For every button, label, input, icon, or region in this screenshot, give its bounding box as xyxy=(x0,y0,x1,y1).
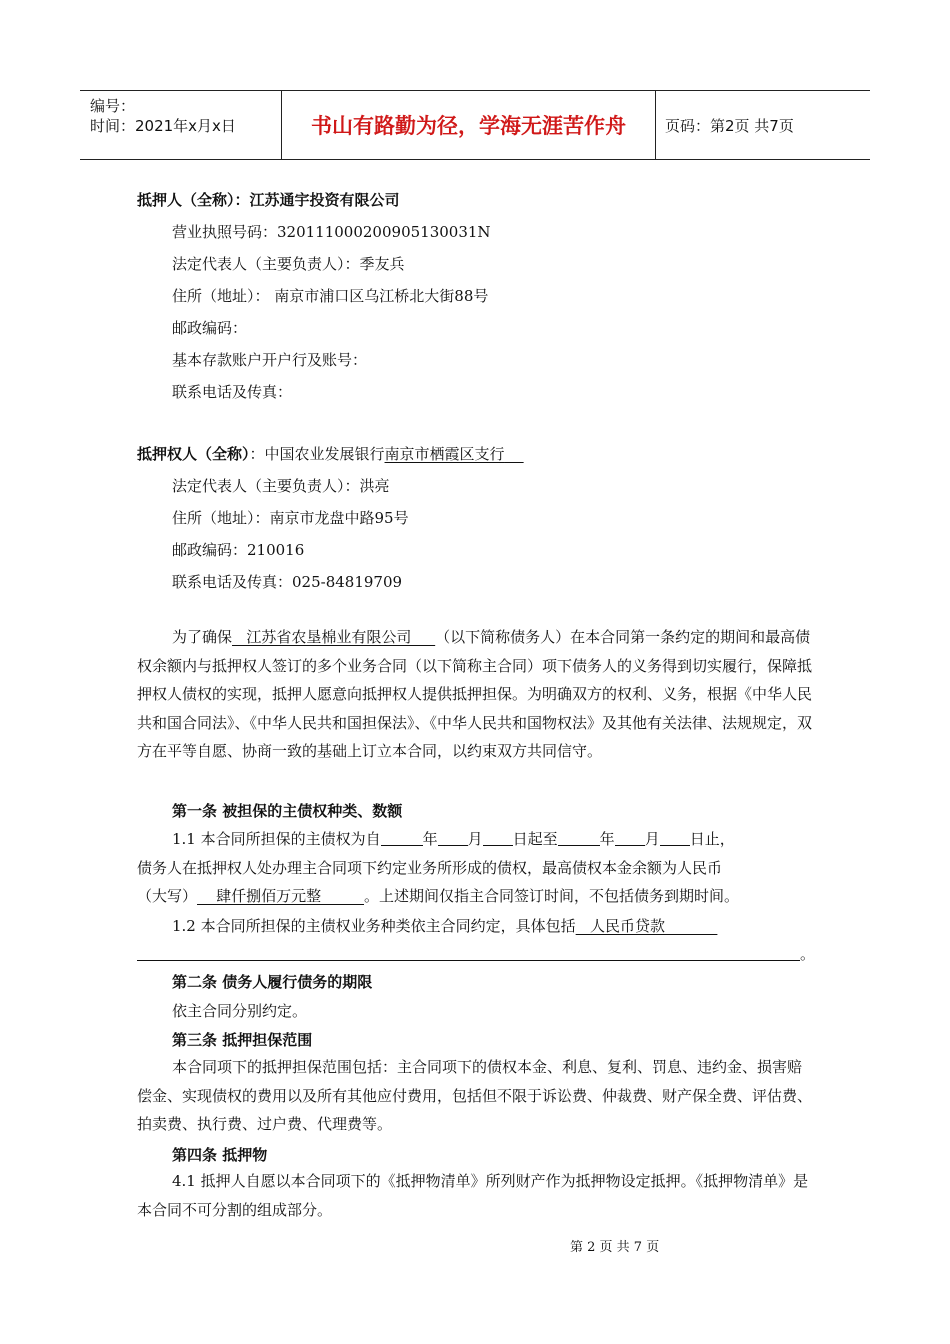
c11-caps-label: （大写） xyxy=(137,887,198,905)
mortgagee-address: 住所（地址）：南京市龙盘中路95号 xyxy=(172,509,409,527)
mortgagor-title: 抵押人（全称）：江苏通宇投资有限公司 xyxy=(137,191,400,209)
art1-clause-1-1 xyxy=(172,829,735,849)
intro-pre: 为了确保 xyxy=(172,628,233,646)
page-header xyxy=(80,90,870,160)
mortgagee-title-label: 抵押权人（全称） xyxy=(137,445,250,463)
blank-day-from xyxy=(483,829,513,846)
intro-debtor: 江苏省农垦棉业有限公司 xyxy=(232,628,436,646)
art4-text: 4.1 抵押人自愿以本合同项下的《抵押物清单》所列财产作为抵押物设定抵押。《抵押物清单》是本合同不可分割的组成部分。 xyxy=(137,1172,809,1219)
blank-month-to xyxy=(615,829,645,846)
intro-paragraph xyxy=(137,623,813,766)
art1-clause-1-1-line3 xyxy=(137,886,739,906)
header-page-info: 页码：第2页 共7页 xyxy=(665,116,794,135)
art1-clause-1-1-line2: 债务人在抵押权人处办理主合同项下约定业务所形成的债权，最高债权本金余额为人民币 xyxy=(137,859,723,877)
mortgagor-postcode: 邮政编码： xyxy=(172,319,248,337)
art4-heading: 第四条 抵押物 xyxy=(172,1146,268,1164)
mortgagor-license: 营业执照号码：320111000200905130031N xyxy=(172,223,491,241)
blank-day-to xyxy=(660,829,690,846)
header-motto: 书山有路勤为径，学海无涯苦作舟 xyxy=(281,91,656,159)
art2-heading: 第二条 债务人履行债务的期限 xyxy=(172,973,373,991)
doc-number-label: 编号： xyxy=(90,97,136,115)
mortgagee-postcode: 邮政编码：210016 xyxy=(172,541,305,559)
page-footer: 第 2 页 共 7 页 xyxy=(570,1240,660,1255)
header-meta xyxy=(80,91,280,159)
doc-time-label: 时间：2021年x月x日 xyxy=(90,117,236,135)
mortgagee-title xyxy=(137,444,524,464)
c12-end: 。 xyxy=(800,945,816,963)
c11-amount: 肆仟捌佰万元整 xyxy=(197,887,365,905)
c12-blank-line xyxy=(137,944,800,961)
mortgagor-address: 住所（地址）： 南京市浦口区乌江桥北大街88号 xyxy=(172,287,489,305)
mortgagee-phone: 联系电话及传真：025-84819709 xyxy=(172,573,403,591)
art3-text: 本合同项下的抵押担保范围包括：主合同项下的债权本金、利息、复利、罚息、违约金、损害赔偿金、实现债权的费用以及所有其他应付费用，包括但不限于诉讼费、仲裁费、财产保全费、评估费、拍卖费、执行费、过户费、代理费等。 xyxy=(137,1058,813,1134)
mortgagor-bank-account: 基本存款账户开户行及账号： xyxy=(172,351,368,369)
blank-year-to xyxy=(558,829,600,846)
mortgagee-title-prefix: ：中国农业发展银行 xyxy=(249,445,385,463)
art2-text: 依主合同分别约定。 xyxy=(172,1002,308,1020)
mortgagee-branch: 南京市栖霞区支行 xyxy=(384,445,505,463)
c11-month1: 月 xyxy=(467,830,483,848)
art3-heading: 第三条 抵押担保范围 xyxy=(172,1031,313,1049)
art1-clause-1-2 xyxy=(172,916,717,936)
c11-line3-tail: 。上述期间仅指主合同签订时间，不包括债务到期时间。 xyxy=(364,887,740,905)
intro-post: （以下简称债务人）在本合同第一条约定的期间和最高债权余额内与抵押权人签订的多个业务合同（以下简称主合同）项下债务人的义务得到切实履行，保障抵押权人债权的实现，抵押人愿意向抵押权人提供抵押担保。为明确双方的权利、义务，根据《中华人民共和国合同法》、《中华人民共和国担保法》、《中华人民共和国物权法》及其他有关法律、法规规定，双方在平等自愿、协商一致的基础上订立本合同，以约束双方共同信守。 xyxy=(137,628,813,761)
mortgagor-phone: 联系电话及传真： xyxy=(172,383,293,401)
c11-day1: 日起至 xyxy=(512,830,558,848)
art1-clause-1-2-line2 xyxy=(137,944,815,964)
c11-year1: 年 xyxy=(422,830,438,848)
mortgagee-rep: 法定代表人（主要负责人）：洪亮 xyxy=(172,477,390,495)
c12-text: 1.2 本合同所担保的主债权业务种类依主合同约定，具体包括 xyxy=(172,917,576,935)
blank-year-from xyxy=(381,829,423,846)
c11-day2: 日止， xyxy=(689,830,735,848)
c11-month2: 月 xyxy=(644,830,660,848)
c12-value: 人民币贷款 xyxy=(575,917,718,935)
art1-heading: 第一条 被担保的主债权种类、数额 xyxy=(172,802,403,820)
blank-month-from xyxy=(438,829,468,846)
mortgagor-rep: 法定代表人（主要负责人）：季友兵 xyxy=(172,255,405,273)
c11-year2: 年 xyxy=(599,830,615,848)
mortgagee-title-tail xyxy=(505,445,524,463)
c11-text: 1.1 本合同所担保的主债权为自 xyxy=(172,830,381,848)
